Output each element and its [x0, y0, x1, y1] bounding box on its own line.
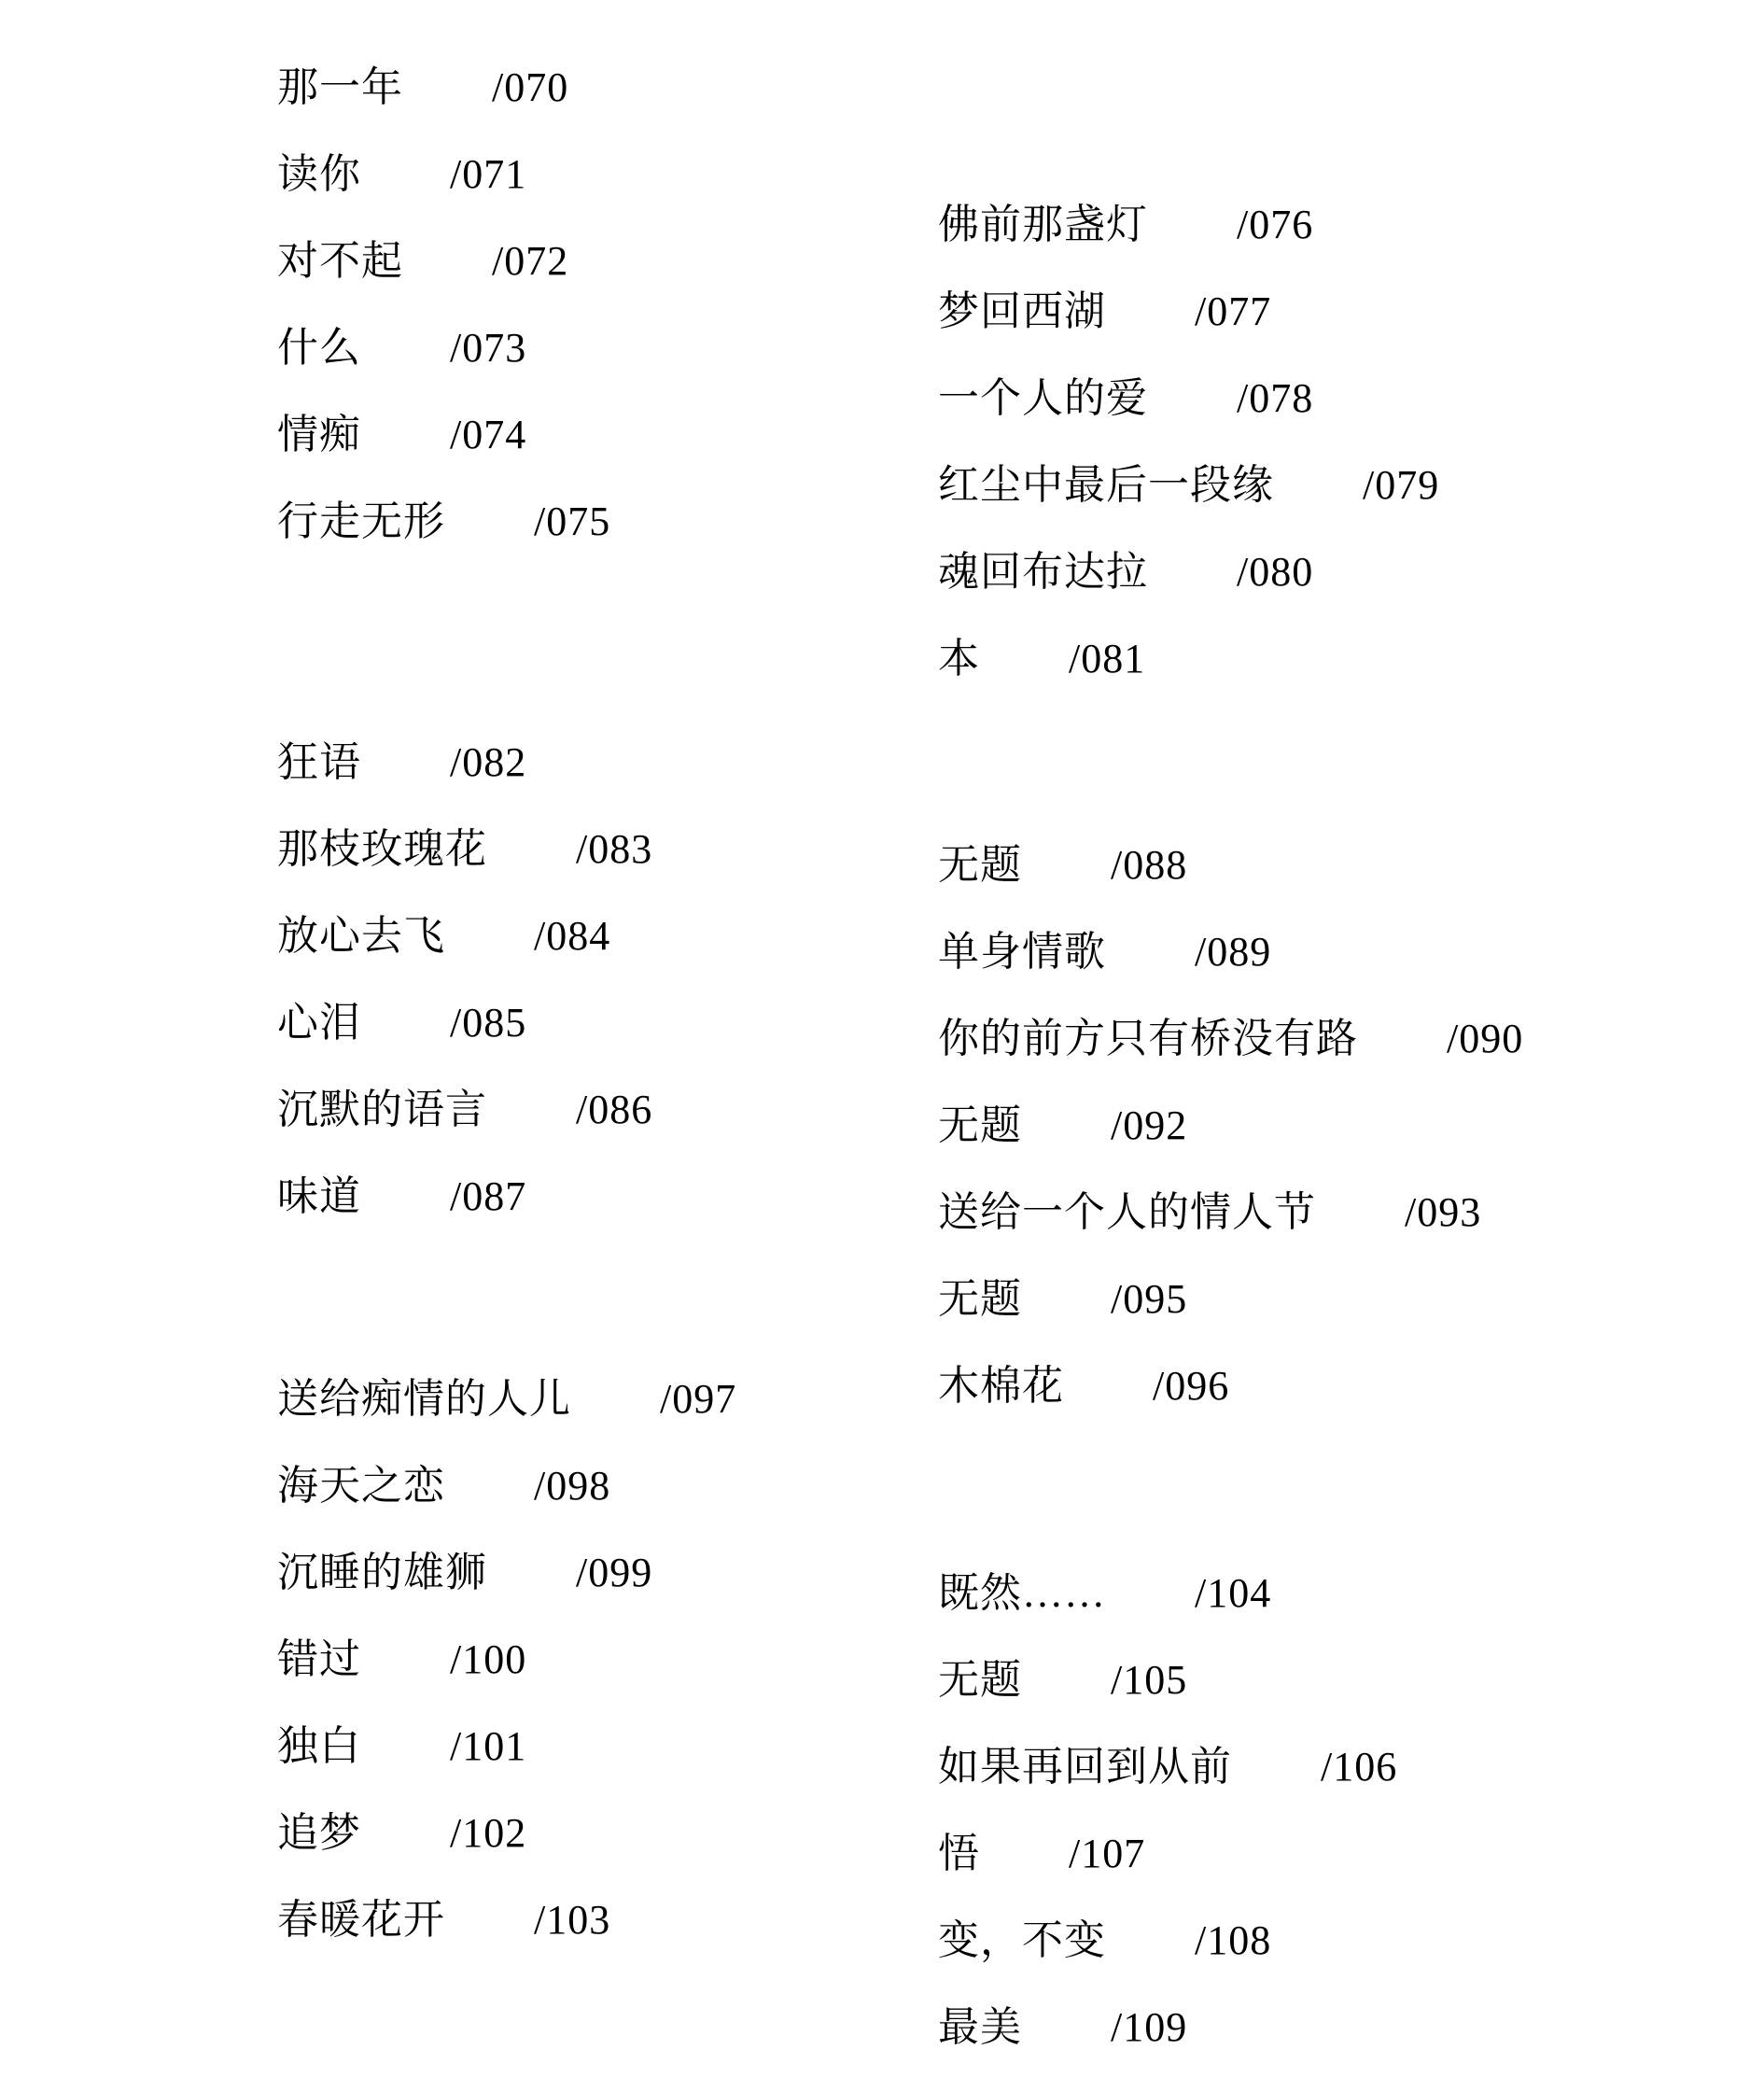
toc-entry — [277, 1464, 736, 1551]
entry-page-number: /108 — [1195, 1917, 1272, 1963]
entry-title: 独白 — [277, 1723, 361, 1769]
entry-page-number: /102 — [450, 1810, 527, 1856]
entry-page-number: /096 — [1153, 1363, 1230, 1409]
entry-page-number: /098 — [534, 1463, 611, 1509]
entry-page-number: /073 — [450, 325, 527, 371]
toc-entry — [277, 239, 610, 326]
toc-entry — [938, 843, 1523, 930]
entry-title: 无题 — [938, 1102, 1022, 1148]
entry-page-number: /106 — [1321, 1744, 1398, 1790]
entry-page-number: /107 — [1069, 1831, 1146, 1876]
entry-title: 放心去飞 — [277, 913, 445, 959]
entry-page-number: /099 — [576, 1550, 653, 1595]
entry-page-number: /109 — [1111, 2004, 1188, 2050]
toc-entry — [938, 463, 1439, 550]
toc-entry — [938, 1571, 1397, 1658]
entry-title: 错过 — [277, 1636, 361, 1682]
toc-entry — [938, 637, 1439, 723]
toc-entry — [938, 1832, 1397, 1918]
toc-entry — [277, 1811, 736, 1898]
entry-title: 那一年 — [277, 64, 403, 110]
entry-page-number: /097 — [660, 1376, 737, 1422]
entry-title: 味道 — [277, 1173, 361, 1219]
entry-page-number: /100 — [450, 1636, 527, 1682]
entry-page-number: /070 — [492, 64, 569, 110]
entry-page-number: /079 — [1363, 462, 1440, 508]
entry-page-number: /080 — [1237, 549, 1314, 595]
entry-page-number: /072 — [492, 238, 569, 284]
entry-title: 一个人的爱 — [938, 375, 1148, 421]
entry-title: 送给一个人的情人节 — [938, 1189, 1316, 1235]
entry-title: 沉默的语言 — [277, 1087, 487, 1132]
entry-title: 春暖花开 — [277, 1897, 445, 1943]
entry-title: 心泪 — [277, 1000, 361, 1046]
entry-title: 红尘中最后一段缘 — [938, 462, 1274, 508]
entry-page-number: /075 — [534, 498, 611, 544]
toc-entry — [277, 413, 610, 499]
entry-title: 狂语 — [277, 739, 361, 785]
entry-page-number: /101 — [450, 1723, 527, 1769]
entry-page-number: /088 — [1111, 842, 1188, 888]
toc-entry — [938, 1745, 1397, 1832]
entry-page-number: /104 — [1195, 1570, 1272, 1616]
toc-entry — [277, 1088, 652, 1174]
entry-page-number: /090 — [1447, 1016, 1524, 1061]
entry-title: 海天之恋 — [277, 1463, 445, 1509]
entry-page-number: /103 — [534, 1897, 611, 1943]
toc-group-left-1 — [277, 65, 610, 586]
toc-entry — [277, 914, 652, 1001]
entry-page-number: /074 — [450, 412, 527, 457]
entry-title: 什么 — [277, 325, 361, 371]
entry-title: 无题 — [938, 842, 1022, 888]
toc-entry — [938, 1658, 1397, 1745]
entry-page-number: /089 — [1195, 929, 1272, 975]
entry-page-number: /077 — [1195, 288, 1272, 334]
entry-page-number: /095 — [1111, 1276, 1188, 1322]
toc-entry — [277, 1377, 736, 1464]
toc-entry — [938, 1364, 1523, 1451]
entry-title: 无题 — [938, 1657, 1022, 1703]
toc-entry — [277, 1637, 736, 1724]
entry-title: 变，不变 — [938, 1917, 1106, 1963]
entry-page-number: /082 — [450, 739, 527, 785]
entry-title: 既然…… — [938, 1570, 1106, 1616]
toc-entry — [277, 1898, 736, 1985]
toc-entry — [938, 550, 1439, 637]
entry-title: 最美 — [938, 2004, 1022, 2050]
entry-page-number: /083 — [576, 826, 653, 872]
entry-title: 情痴 — [277, 412, 361, 457]
entry-title: 你的前方只有桥没有路 — [938, 1016, 1358, 1061]
toc-group-right-1 — [938, 203, 1439, 723]
toc-entry — [277, 1174, 652, 1261]
entry-page-number: /081 — [1069, 636, 1146, 681]
toc-entry — [938, 1017, 1523, 1103]
entry-title: 单身情歌 — [938, 929, 1106, 975]
toc-group-right-3 — [938, 1571, 1397, 2092]
toc-entry — [938, 1103, 1523, 1190]
entry-title: 佛前那盏灯 — [938, 202, 1148, 247]
toc-entry — [938, 289, 1439, 376]
toc-entry — [938, 930, 1523, 1017]
toc-entry — [277, 65, 610, 152]
entry-title: 如果再回到从前 — [938, 1744, 1232, 1790]
toc-entry — [938, 376, 1439, 463]
entry-title: 无题 — [938, 1276, 1022, 1322]
entry-page-number: /087 — [450, 1173, 527, 1219]
toc-entry — [277, 1551, 736, 1637]
toc-group-left-2 — [277, 740, 652, 1261]
toc-entry — [277, 1001, 652, 1088]
toc-entry — [938, 1918, 1397, 2005]
entry-title: 对不起 — [277, 238, 403, 284]
toc-entry — [938, 203, 1439, 289]
entry-page-number: /105 — [1111, 1657, 1188, 1703]
entry-title: 魂回布达拉 — [938, 549, 1148, 595]
toc-entry — [277, 152, 610, 239]
entry-title: 那枝玫瑰花 — [277, 826, 487, 872]
toc-entry — [938, 1277, 1523, 1364]
entry-page-number: /086 — [576, 1087, 653, 1132]
entry-page-number: /084 — [534, 913, 611, 959]
entry-title: 梦回西湖 — [938, 288, 1106, 334]
toc-group-right-2 — [938, 843, 1523, 1451]
toc-entry — [277, 740, 652, 827]
toc-entry — [277, 499, 610, 586]
toc-entry — [938, 1190, 1523, 1277]
entry-title: 悟 — [938, 1831, 980, 1876]
entry-page-number: /092 — [1111, 1102, 1188, 1148]
entry-title: 追梦 — [277, 1810, 361, 1856]
entry-page-number: /093 — [1405, 1189, 1482, 1235]
entry-page-number: /085 — [450, 1000, 527, 1046]
entry-title: 送给痴情的人儿 — [277, 1376, 571, 1422]
toc-entry — [938, 2005, 1397, 2092]
entry-page-number: /076 — [1237, 202, 1314, 247]
toc-group-left-3 — [277, 1377, 736, 1985]
entry-title: 行走无形 — [277, 498, 445, 544]
toc-entry — [277, 1724, 736, 1811]
entry-title: 沉睡的雄狮 — [277, 1550, 487, 1595]
entry-page-number: /071 — [450, 151, 527, 197]
entry-title: 本 — [938, 636, 980, 681]
toc-entry — [277, 827, 652, 914]
entry-title: 读你 — [277, 151, 361, 197]
toc-entry — [277, 326, 610, 413]
entry-title: 木棉花 — [938, 1363, 1064, 1409]
entry-page-number: /078 — [1237, 375, 1314, 421]
